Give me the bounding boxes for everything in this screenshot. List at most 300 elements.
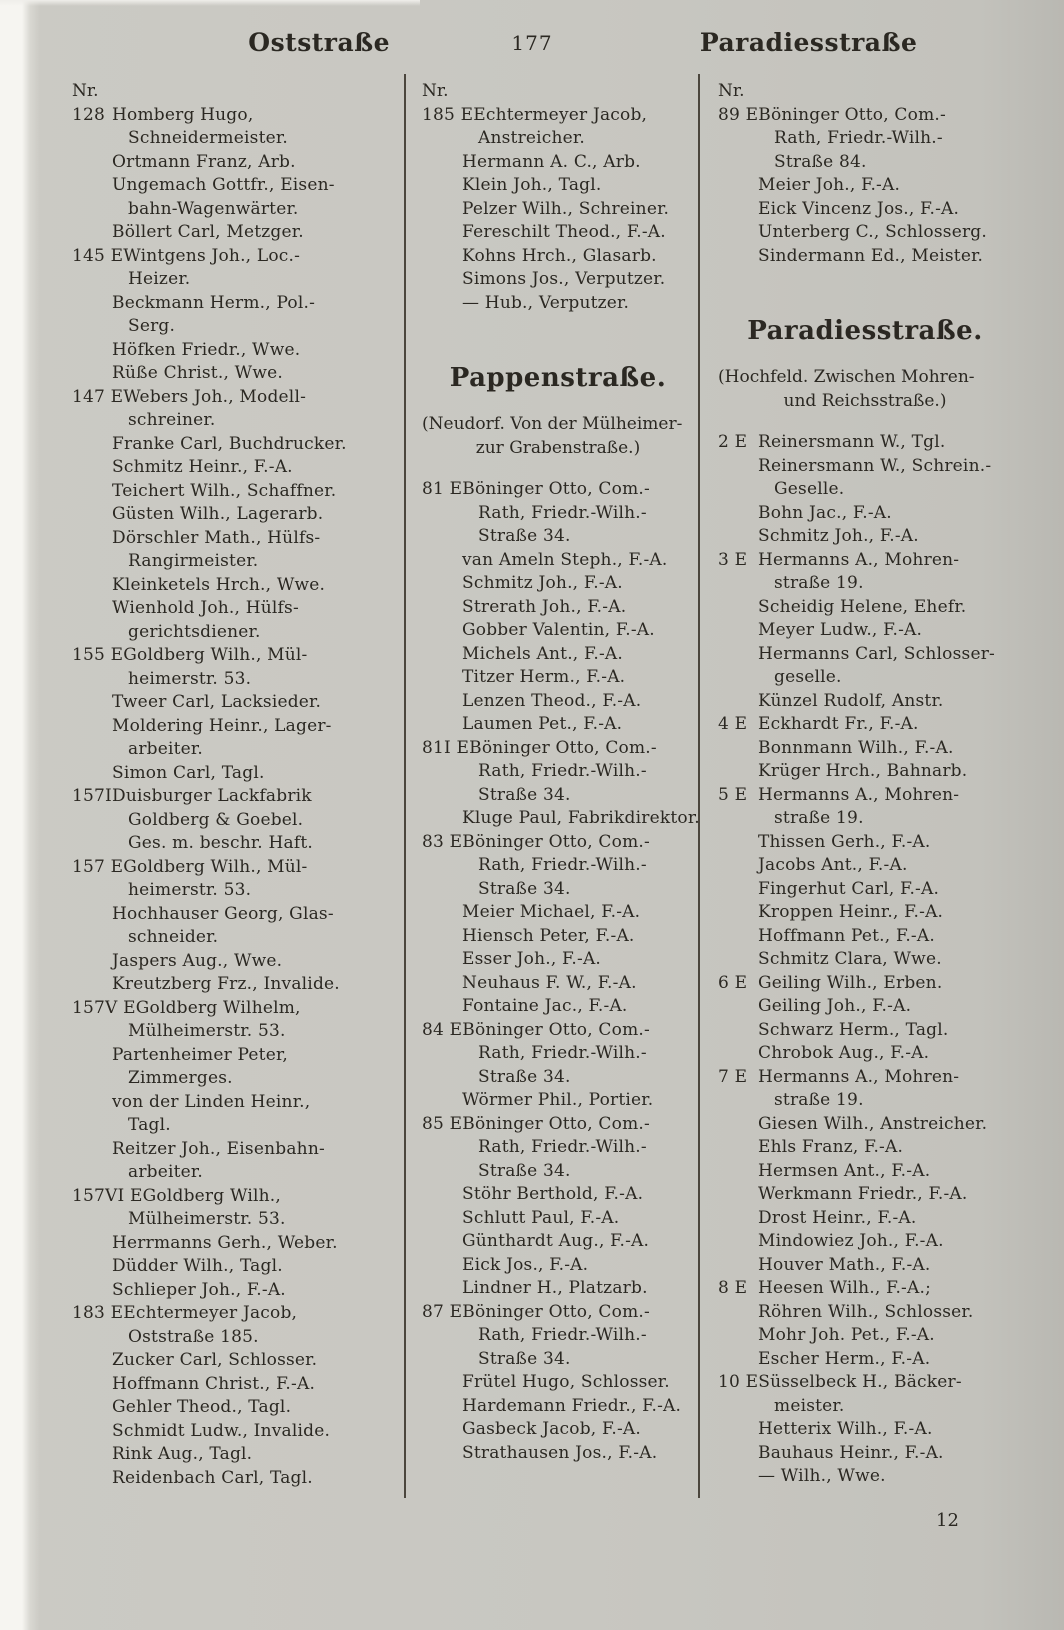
street-heading: Paradiesstraße. [747, 316, 983, 346]
entry-line: Ehls Franz, F.-A. [758, 1137, 904, 1157]
directory-entry [72, 174, 396, 221]
directory-entry [718, 1207, 1012, 1231]
directory-entry [422, 831, 694, 902]
entry-line: Kroppen Heinr., F.-A. [758, 902, 944, 922]
directory-entry [72, 997, 396, 1044]
entry-line: Zucker Carl, Schlosser. [112, 1350, 318, 1370]
entry-line: Houver Math., F.-A. [758, 1254, 931, 1275]
entry-line: Kleinketels Hrch., Wwe. [112, 574, 326, 595]
entry-text: Echtermeyer Jacob, [473, 104, 648, 125]
entry-line: Rath, Friedr.-Wilh.- [478, 1137, 647, 1157]
entry-line: arbeiter. [128, 739, 203, 759]
entry-line: Thissen Gerh., F.-A. [758, 831, 931, 852]
directory-entry [718, 221, 1012, 245]
page-header [0, 28, 1064, 70]
directory-entry [72, 574, 396, 598]
entry-line: Gobber Valentin, F.-A. [462, 620, 655, 640]
entry-line: Schmitz Heinr., F.-A. [112, 457, 293, 477]
entry-line [718, 713, 1012, 737]
entry-line: arbeiter. [128, 1162, 203, 1182]
entry-line: Sindermann Ed., Meister. [758, 245, 984, 266]
entry-line: Schmidt Ludw., Invalide. [112, 1420, 331, 1441]
entry-line: Meier Joh., F.-A. [758, 175, 901, 195]
directory-entry [422, 198, 694, 222]
house-number: 145 E [72, 245, 124, 266]
directory-entry [422, 1019, 694, 1090]
house-number: 157VI E [72, 1185, 143, 1206]
entry-line: Straße 34. [478, 1348, 571, 1369]
entry-line: Michels Ant., F.-A. [462, 643, 623, 664]
directory-entry [422, 995, 694, 1019]
directory-entry [422, 972, 694, 996]
page-number: 177 [511, 31, 553, 55]
entry-text: Süsselbeck H., Bäcker- [758, 1372, 962, 1392]
directory-entry [72, 1138, 396, 1185]
directory-entry [72, 503, 396, 527]
directory-entry [422, 948, 694, 972]
directory-entry [72, 856, 396, 903]
directory-entry [718, 948, 1012, 972]
entry-line [718, 549, 1012, 573]
street-note-line: und Reichsstraße.) [783, 390, 947, 411]
entry-line: Tagl. [128, 1115, 171, 1135]
entry-line: Moldering Heinr., Lager- [112, 715, 332, 736]
directory-entry [422, 549, 694, 573]
entry-line: Werkmann Friedr., F.-A. [758, 1184, 968, 1204]
directory-entry [72, 903, 396, 950]
directory-columns [72, 74, 1012, 1498]
entry-line: Schwarz Herm., Tagl. [758, 1019, 949, 1040]
entry-line: Bauhaus Heinr., F.-A. [758, 1442, 944, 1463]
house-number: 157 E [72, 856, 124, 877]
directory-entry [72, 245, 396, 292]
entry-line: Krüger Hrch., Bahnarb. [758, 761, 968, 781]
entry-line: Straße 34. [478, 1160, 571, 1181]
entry-line: Rath, Friedr.-Wilh.- [478, 1325, 647, 1345]
entry-line: Esser Joh., F.-A. [462, 949, 602, 969]
directory-entry [718, 502, 1012, 526]
entry-line: Fereschilt Theod., F.-A. [462, 222, 666, 242]
directory-entry [718, 713, 1012, 737]
entry-line: Simons Jos., Verputzer. [462, 269, 666, 289]
entry-line: Klein Joh., Tagl. [462, 175, 602, 195]
directory-entry [718, 198, 1012, 222]
directory-entry [72, 292, 396, 339]
entry-line: Hochhauser Georg, Glas- [112, 903, 334, 924]
directory-entry [718, 1136, 1012, 1160]
directory-entry [422, 268, 694, 292]
directory-entry [72, 1443, 396, 1467]
directory-entry [718, 525, 1012, 549]
house-number: 7 E [718, 1066, 748, 1087]
entry-text: Heesen Wilh., F.-A.; [758, 1278, 931, 1298]
entry-line: Tweer Carl, Lacksieder. [112, 692, 322, 712]
directory-entry [72, 1279, 396, 1303]
entry-line: Rath, Friedr.-Wilh.- [774, 128, 943, 148]
column-nr-label: Nr. [72, 81, 99, 101]
entry-line: Lindner H., Platzarb. [462, 1278, 648, 1298]
directory-entry [422, 104, 694, 151]
column-nr-label: Nr. [422, 81, 449, 101]
directory-entry [72, 456, 396, 480]
directory-entry [72, 1467, 396, 1491]
directory-entry [422, 1301, 694, 1372]
entry-line: Hermsen Ant., F.-A. [758, 1160, 931, 1181]
directory-entry [422, 1207, 694, 1231]
directory-entry [72, 104, 396, 151]
entry-line: Mindowiez Joh., F.-A. [758, 1231, 944, 1251]
entry-line [72, 1185, 396, 1209]
directory-entry [422, 666, 694, 690]
entry-line: Neuhaus F. W., F.-A. [462, 972, 637, 993]
entry-line: Laumen Pet., F.-A. [462, 714, 623, 734]
entry-line [718, 972, 1012, 996]
entry-line: geselle. [774, 667, 842, 687]
directory-entry [72, 1044, 396, 1091]
entry-line: Stöhr Berthold, F.-A. [462, 1184, 644, 1204]
entry-line: Simon Carl, Tagl. [112, 762, 265, 783]
entry-line: Goldberg & Goebel. [128, 809, 304, 830]
house-number: 6 E [718, 972, 748, 993]
house-number: 3 E [718, 549, 748, 570]
entry-line [72, 856, 396, 880]
house-number: 185 E [422, 104, 474, 125]
entry-line: Rath, Friedr.-Wilh.- [478, 761, 647, 781]
entry-text: Webers Joh., Modell- [123, 386, 307, 407]
entry-line: Höfken Friedr., Wwe. [112, 339, 301, 360]
entry-line: meister. [774, 1395, 845, 1416]
entry-line: Gasbeck Jacob, F.-A. [462, 1419, 641, 1439]
entry-line: Güsten Wilh., Lagerarb. [112, 504, 324, 524]
directory-entry [718, 760, 1012, 784]
entry-line: Wörmer Phil., Portier. [462, 1090, 654, 1110]
directory-entry [72, 362, 396, 386]
entry-line [72, 785, 396, 809]
entry-line: Rangirmeister. [128, 551, 259, 571]
entry-line: Giesen Wilh., Anstreicher. [758, 1113, 988, 1134]
entry-text: Geiling Wilh., Erben. [758, 972, 943, 993]
directory-entry [72, 221, 396, 245]
directory-entry [718, 1066, 1012, 1113]
directory-entry [72, 1091, 396, 1138]
directory-entry [72, 1185, 396, 1232]
entry-text: Böninger Otto, Com.- [462, 831, 650, 852]
directory-entry [422, 174, 694, 198]
house-number: 5 E [718, 784, 748, 805]
directory-entry [72, 644, 396, 691]
entry-line: Chrobok Aug., F.-A. [758, 1043, 930, 1063]
entry-line: Straße 34. [478, 878, 571, 899]
street-note-line: (Neudorf. Von der Mülheimer- [422, 414, 683, 434]
entry-line: Bohn Jac., F.-A. [758, 502, 892, 523]
entry-text: Duisburger Lackfabrik [112, 786, 312, 806]
entry-line [422, 1301, 694, 1325]
directory-entry [72, 1373, 396, 1397]
entry-line: Reitzer Joh., Eisenbahn- [112, 1138, 325, 1159]
directory-entry [718, 174, 1012, 198]
directory-entry [422, 1371, 694, 1395]
directory-entry [422, 245, 694, 269]
directory-entry [422, 1418, 694, 1442]
house-number: 8 E [718, 1278, 748, 1298]
directory-entry [718, 901, 1012, 925]
house-number: 87 E [422, 1301, 463, 1322]
entry-line: Kluge Paul, Fabrikdirektor. [462, 808, 700, 828]
entry-line: Hermann A. C., Arb. [462, 151, 641, 172]
directory-entry [72, 527, 396, 574]
entry-line: Straße 34. [478, 784, 571, 805]
directory-entry [72, 480, 396, 504]
entry-line: Geiling Joh., F.-A. [758, 996, 912, 1016]
entry-line: Schmitz Joh., F.-A. [758, 526, 919, 546]
entry-line: schreiner. [128, 410, 216, 430]
directory-entry [718, 1442, 1012, 1466]
directory-entry [718, 1465, 1012, 1489]
directory-entry [422, 807, 700, 831]
entry-line: Künzel Rudolf, Anstr. [758, 690, 944, 711]
entry-line: Ortmann Franz, Arb. [112, 151, 296, 172]
entry-line: Oststraße 185. [128, 1326, 259, 1347]
street-note-line: (Hochfeld. Zwischen Mohren- [718, 367, 975, 387]
entry-line: Hiensch Peter, F.-A. [462, 925, 635, 946]
directory-entry [72, 973, 396, 997]
directory-entry [718, 1019, 1012, 1043]
entry-line: Hoffmann Pet., F.-A. [758, 925, 935, 946]
column-nr-label: Nr. [718, 81, 745, 101]
directory-entry [422, 1113, 694, 1184]
entry-line [718, 1066, 1012, 1090]
house-number: 89 E [718, 104, 759, 125]
entry-line [718, 104, 1012, 128]
entry-text: Hermanns A., Mohren- [758, 1066, 960, 1087]
directory-entry [422, 925, 694, 949]
entry-line [718, 1371, 1012, 1395]
entry-text: Goldberg Wilh., Mül- [123, 856, 308, 877]
directory-entry [718, 245, 1012, 269]
entry-line: Rath, Friedr.-Wilh.- [478, 855, 647, 875]
entry-line: Gehler Theod., Tagl. [112, 1397, 292, 1417]
directory-entry [718, 972, 1012, 996]
entry-line: Straße 34. [478, 526, 571, 546]
house-number: 147 E [72, 386, 124, 407]
entry-line [422, 104, 694, 128]
entry-text: Böninger Otto, Com.- [462, 479, 650, 499]
entry-line: heimerstr. 53. [128, 880, 252, 900]
directory-entry [72, 1420, 396, 1444]
entry-line: Scheidig Helene, Ehefr. [758, 596, 967, 617]
entry-text: Homberg Hugo, [112, 104, 254, 125]
directory-entry [718, 1042, 1012, 1066]
directory-entry [422, 737, 694, 808]
entry-line: Reidenbach Carl, Tagl. [112, 1467, 313, 1488]
directory-entry [718, 995, 1012, 1019]
entry-line: Ges. m. beschr. Haft. [128, 833, 313, 853]
entry-line: Drost Heinr., F.-A. [758, 1207, 917, 1228]
entry-line [422, 478, 694, 502]
entry-line: Partenheimer Peter, [112, 1044, 289, 1065]
entry-line: Herrmanns Gerh., Weber. [112, 1232, 338, 1253]
entry-line [72, 386, 396, 410]
entry-line: gerichtsdiener. [128, 621, 261, 642]
entry-line [72, 997, 396, 1021]
scan-edge-left [0, 0, 40, 1630]
entry-line: Rink Aug., Tagl. [112, 1444, 253, 1464]
directory-entry [718, 1277, 1012, 1301]
entry-line [72, 104, 396, 128]
directory-entry [718, 1230, 1012, 1254]
directory-entry [422, 572, 694, 596]
directory-entry [422, 1183, 694, 1207]
entry-line: Anstreicher. [478, 128, 585, 148]
entry-line: Strerath Joh., F.-A. [462, 596, 627, 617]
entry-line: Meier Michael, F.-A. [462, 902, 641, 922]
entry-line: straße 19. [774, 573, 864, 593]
entry-text: Böninger Otto, Com.- [462, 1301, 650, 1322]
directory-entry [72, 691, 396, 715]
directory-entry [718, 690, 1012, 714]
house-number: 81 E [422, 479, 463, 499]
entry-line [72, 1302, 396, 1326]
directory-entry [422, 1395, 694, 1419]
directory-entry [72, 715, 396, 762]
directory-entry [422, 643, 694, 667]
directory-entry [718, 643, 1012, 690]
directory-entry [422, 901, 694, 925]
entry-line: Jaspers Aug., Wwe. [112, 950, 283, 971]
directory-entry [718, 925, 1012, 949]
entry-line: Hardemann Friedr., F.-A. [462, 1395, 682, 1416]
entry-line: Mülheimerstr. 53. [128, 1021, 286, 1041]
entry-line: Hoffmann Christ., F.-A. [112, 1373, 316, 1394]
directory-entry [72, 762, 396, 786]
entry-line: Fontaine Jac., F.-A. [462, 996, 628, 1016]
entry-line: Eick Vincenz Jos., F.-A. [758, 198, 960, 219]
entry-line [718, 431, 1012, 455]
entry-line: Hetterix Wilh., F.-A. [758, 1419, 933, 1439]
directory-entry [422, 1277, 694, 1301]
directory-entry [422, 690, 694, 714]
entry-line: Serg. [128, 316, 176, 336]
entry-line: Mohr Joh. Pet., F.-A. [758, 1325, 935, 1345]
house-number: 155 E [72, 645, 124, 665]
directory-entry [72, 339, 396, 363]
house-number: 83 E [422, 831, 463, 852]
entry-line: Reinersmann W., Schrein.- [758, 455, 992, 476]
entry-text: Böninger Otto, Com.- [758, 104, 946, 125]
entry-line: schneider. [128, 927, 219, 947]
entry-line: Kreutzberg Frz., Invalide. [112, 974, 340, 994]
directory-entry [718, 431, 1012, 455]
entry-line: Hermanns Carl, Schlosser- [758, 643, 995, 664]
entry-line: bahn-Wagenwärter. [128, 198, 299, 219]
directory-entry [422, 1230, 694, 1254]
entry-line: Beckmann Herm., Pol.- [112, 292, 316, 313]
entry-line: Schneidermeister. [128, 128, 288, 148]
house-number: 157I [72, 786, 112, 806]
entry-line [72, 644, 396, 668]
entry-line: Wienhold Joh., Hülfs- [112, 598, 299, 618]
entry-line [422, 737, 694, 761]
entry-text: Goldberg Wilhelm, [135, 997, 301, 1018]
house-number: 157V E [72, 997, 136, 1018]
entry-line: Meyer Ludw., F.-A. [758, 620, 923, 640]
directory-entry [718, 1371, 1012, 1418]
header-street-right: Paradiesstraße [699, 28, 918, 57]
entry-text: Böninger Otto, Com.- [462, 1019, 650, 1040]
scan-edge-top [0, 0, 420, 6]
entry-line: — Wilh., Wwe. [758, 1466, 886, 1486]
street-note [422, 413, 694, 460]
entry-text: Böninger Otto, Com.- [469, 737, 657, 758]
house-number: 10 E [718, 1372, 759, 1392]
directory-entry [718, 455, 1012, 502]
signature-mark: 12 [936, 1510, 959, 1531]
column-right [698, 74, 1012, 1498]
entry-line: Zimmerges. [128, 1068, 233, 1088]
directory-entry [422, 1089, 694, 1113]
directory-entry [718, 104, 1012, 175]
directory-entry [718, 784, 1012, 831]
directory-entry [72, 1232, 396, 1256]
entry-line: Böllert Carl, Metzger. [112, 222, 304, 242]
entry-line [72, 245, 396, 269]
entry-line: straße 19. [774, 808, 864, 828]
entry-line: Günthardt Aug., F.-A. [462, 1231, 650, 1251]
column-left [72, 74, 404, 1498]
directory-entry [72, 1396, 396, 1420]
entry-line: Lenzen Theod., F.-A. [462, 690, 642, 711]
entry-line [422, 831, 694, 855]
directory-entry [718, 854, 1012, 878]
directory-entry [718, 1183, 1012, 1207]
house-number: 81I E [422, 737, 470, 758]
house-number: 85 E [422, 1113, 463, 1134]
directory-entry [422, 1442, 694, 1466]
directory-entry [72, 1255, 396, 1279]
entry-line: Straße 34. [478, 1066, 571, 1087]
entry-line: Straße 84. [774, 151, 867, 172]
directory-entry [718, 1254, 1012, 1278]
directory-entry [422, 151, 694, 175]
entry-line: Ungemach Gottfr., Eisen- [112, 175, 335, 195]
directory-entry [718, 878, 1012, 902]
entry-line: Düdder Wilh., Tagl. [112, 1256, 283, 1276]
directory-entry [422, 596, 694, 620]
directory-entry [72, 950, 396, 974]
directory-entry [718, 596, 1012, 620]
directory-entry [718, 831, 1012, 855]
entry-line: Pelzer Wilh., Schreiner. [462, 198, 670, 219]
entry-line: Jacobs Ant., F.-A. [758, 855, 908, 875]
directory-entry [422, 713, 694, 737]
entry-line: Eick Jos., F.-A. [462, 1254, 589, 1275]
directory-entry [422, 1254, 694, 1278]
entry-line: Schlieper Joh., F.-A. [112, 1279, 286, 1300]
directory-entry [72, 785, 396, 856]
directory-entry [718, 1348, 1012, 1372]
entry-line: Schlutt Paul, F.-A. [462, 1207, 620, 1228]
directory-entry [718, 1301, 1012, 1325]
header-street-left: Oststraße [248, 28, 391, 57]
entry-line: van Ameln Steph., F.-A. [462, 549, 668, 570]
directory-entry [718, 1113, 1012, 1137]
entry-line [718, 784, 1012, 808]
directory-entry [72, 433, 396, 457]
column-middle [404, 74, 698, 1498]
house-number: 4 E [718, 714, 748, 734]
entry-line: — Hub., Verputzer. [462, 292, 630, 313]
street-heading: Pappenstraße. [449, 363, 667, 393]
